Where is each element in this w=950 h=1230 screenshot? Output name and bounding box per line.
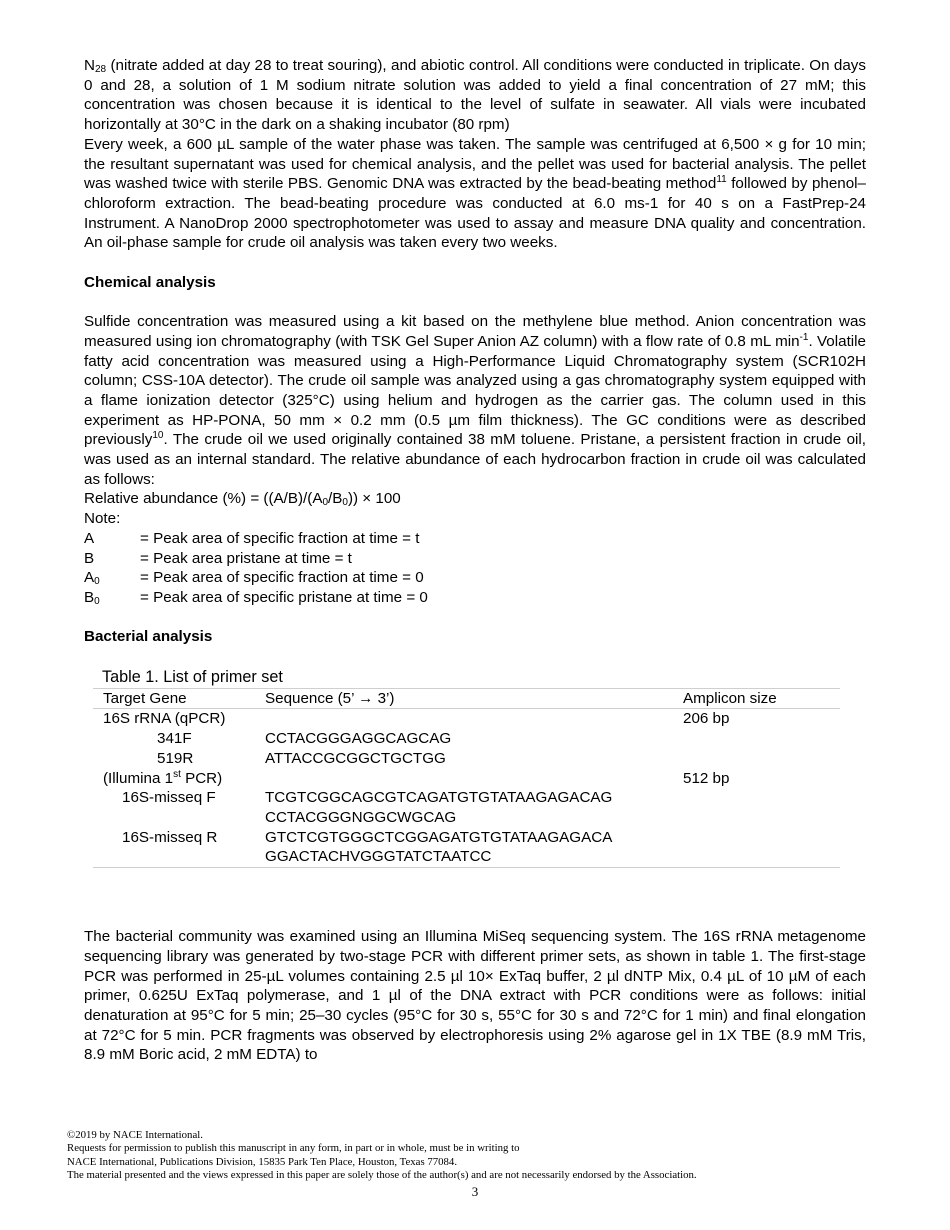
note-row: $B_0$ = Peak area of specific pristane at time = 0 bbox=[84, 588, 428, 607]
paragraph-sampling: Every week, a 600 µL sample of the water phase was taken. The sample was centrifuged at 6,500 × g for 10 min; the resultant supernatant was used for chemical analysis, and the pellet was used for bacterial analysis. The pellet was washed twice with sterile PBS. Genomic DNA was extracted by the bead-beating method$^{11}$ followed by phenol–chloroform extraction. The bead-beating procedure was conducted at 6.0 ms-1 for 40 s on a FastPrep-24 Instrument. A NanoDrop 2000 spectrophotometer was used to assay and measure DNA quality and concentration. An oil-phase sample for crude oil analysis was taken every two weeks. bbox=[84, 135, 867, 252]
page-footer bbox=[67, 1129, 883, 1198]
table-row: 16S rRNA (qPCR) 206 bp bbox=[103, 710, 730, 728]
table-row: 16S-misseq F TCGTCGGCAGCGTCAGATGTGTATAAGAGACAG CCTACGGGNGGCWGCAG bbox=[122, 789, 613, 826]
note-row: B = Peak area pristane at time = t bbox=[84, 549, 352, 567]
note-label: Note: bbox=[84, 510, 121, 528]
paragraph-chemical: Sulfide concentration was measured using a kit based on the methylene blue method. Anion concentration was measured using ion chromatography (with TSK Gel Super Anion AZ column) with a flow rate of 0.8 mL $\min^{-1}$. Volatile fatty acid concentration was measured using a High-Performance Liquid Chromatography system (SCR102H column; CSS-10A detector). The crude oil sample was analyzed using a gas chromatography system equipped with a flame ionization detector (325°C) using helium and hydrogen as the carrier gas. The column used in this experiment as HP-PONA, 50 mm × 0.2 mm (0.5 µm film thickness). The GC conditions were as described previously$^{10}$. The crude oil we used originally contained 38 mM toluene. Pristane, a persistent fraction in crude oil, was used as an internal standard. The relative abundance of each hydrocarbon fraction in crude oil was calculated as follows: bbox=[84, 313, 866, 488]
table-header-row bbox=[93, 688, 840, 709]
footer-disclaimer: The material presented and the views expressed in this paper are solely those of the author(s) and are not necessarily endorsed by the Association. bbox=[67, 1169, 697, 1182]
paragraph-conditions: $N_{28}$ (nitrate added at day 28 to treat souring), and abiotic control. All conditions were conducted in triplicate. On days 0 and 28, a solution of 1 M sodium nitrate solution was added to yield a final concentration of 27 mM; this concentration was chosen because it is identical to the level of sulfate in seawater. All vials were incubated horizontally at 30°C in the dark on a shaking incubator (80 rpm) bbox=[84, 57, 866, 134]
header-amplicon-size: Amplicon size bbox=[673, 688, 840, 709]
table-row: (Illumina 1st PCR) 512 bp bbox=[103, 768, 730, 787]
bacterial-analysis-heading: Bacterial analysis bbox=[84, 628, 213, 646]
header-sequence: Sequence (5’ → 3’) bbox=[255, 688, 673, 709]
chemical-analysis-heading: Chemical analysis bbox=[84, 273, 216, 291]
footer-address: NACE International, Publications Division, 15835 Park Ten Place, Houston, Texas 77084. bbox=[67, 1155, 458, 1168]
page-number: 3 bbox=[471, 1183, 479, 1199]
page-body bbox=[84, 56, 866, 1065]
table-caption: Table 1. List of primer set bbox=[102, 667, 283, 686]
note-row: A = Peak area of specific fraction at time = t bbox=[84, 529, 420, 547]
relative-abundance-formula: Relative abundance (%) = $((A/B)/(A_0/B_0)) \times 100$ bbox=[84, 490, 401, 509]
note-row: $A_0$ = Peak area of specific fraction at time = 0 bbox=[84, 569, 424, 588]
table-row: 519R ATTACCGCGGCTGCTGG bbox=[157, 749, 446, 767]
table-row: 16S-misseq R GTCTCGTGGGCTCGGAGATGTGTATAAGAGACA GGACTACHVGGGTATCTAATCC bbox=[93, 828, 840, 868]
footer-copyright: ©2019 by NACE International. bbox=[67, 1129, 203, 1141]
footer-permission: Requests for permission to publish this manuscript in any form, in part or in whole, must be in writing to bbox=[67, 1142, 520, 1155]
header-target-gene: Target Gene bbox=[93, 688, 255, 709]
paragraph-bacterial: The bacterial community was examined using an Illumina MiSeq sequencing system. The 16S rRNA metagenome sequencing library was generated by two-stage PCR with different primer sets, as shown in table 1. The first-stage PCR was performed in 25-µL volumes containing 2.5 µl 10× ExTaq buffer, 2 µl dNTP Mix, 0.4 µL of 10 µM of each primer, 0.625U ExTaq polymerase, and 1 µl of the DNA extract with PCR conditions were as follows: initial denaturation at 95°C for 5 min; 25–30 cycles (95°C for 30 s, 55°C for 30 s and 72°C for 1 min) and final elongation at 72°C for 5 min. PCR fragments was observed by electrophoresis using 2% agarose gel in 1X TBE (8.9 mM Tris, 8.9 mM Boric acid, 2 mM EDTA) to bbox=[84, 928, 866, 1064]
primer-table bbox=[93, 667, 840, 868]
table-row: 341F CCTACGGGAGGCAGCAG bbox=[157, 730, 452, 748]
